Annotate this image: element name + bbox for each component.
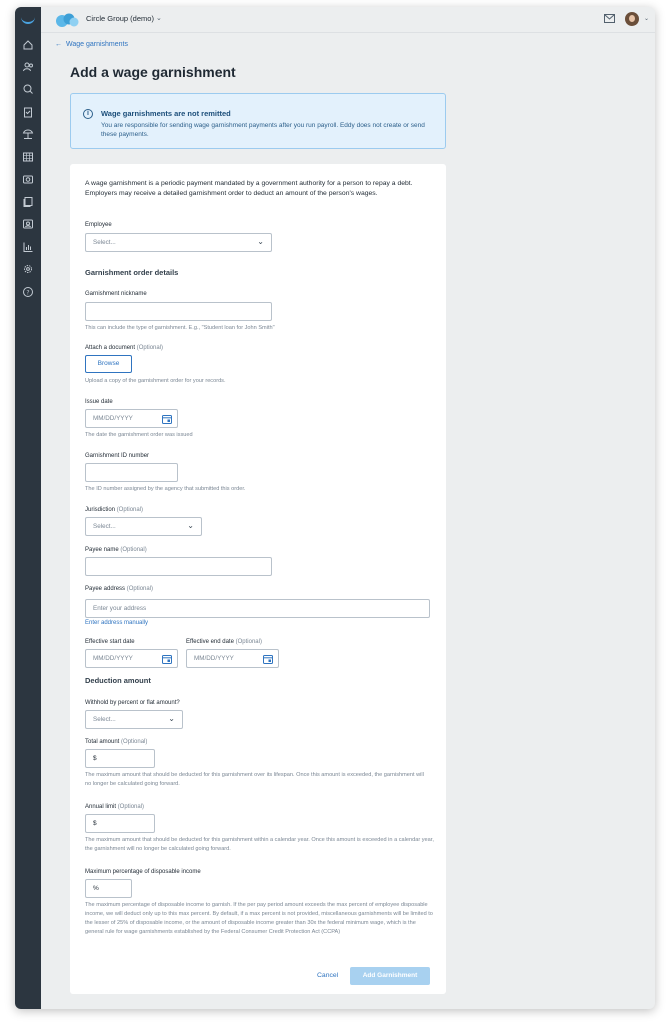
back-link[interactable] <box>55 41 128 48</box>
garnishment-id-input[interactable] <box>85 463 178 482</box>
withhold-label: Withhold by percent or flat amount? <box>85 700 180 706</box>
optional-tag: (Optional) <box>126 586 154 592</box>
help-icon[interactable] <box>22 286 34 298</box>
end-date-input[interactable] <box>186 649 279 668</box>
avatar[interactable] <box>625 12 639 26</box>
jurisdiction-label <box>85 507 143 513</box>
enter-address-manually-link[interactable]: Enter address manually <box>85 620 149 626</box>
chart-icon[interactable] <box>22 241 34 253</box>
withhold-select[interactable] <box>85 710 183 729</box>
withhold-placeholder: Select... <box>93 716 116 723</box>
annual-limit-help: The maximum amount that should be deducted for this garnishment within a calendar year. Once this amount is exceeded in a calendar year, the garnishment will no longer be calculated going forward. <box>85 837 434 852</box>
clipboard-icon[interactable] <box>22 106 34 118</box>
payee-name-input[interactable] <box>85 557 272 576</box>
optional-tag: (Optional) <box>235 639 262 645</box>
currency-prefix: $ <box>93 820 97 827</box>
payee-name-label <box>85 547 147 553</box>
end-date-placeholder: MM/DD/YYYY <box>194 655 234 662</box>
chevron-down-icon: ⌄ <box>187 521 194 530</box>
chevron-down-icon[interactable]: ⌄ <box>643 16 649 22</box>
total-amount-label-text: Total amount <box>85 739 120 745</box>
beach-icon[interactable] <box>22 128 34 140</box>
alert-title: Wage garnishments are not remitted <box>101 109 231 118</box>
gear-icon[interactable] <box>22 263 34 275</box>
max-percent-input[interactable] <box>85 879 132 898</box>
home-icon[interactable] <box>22 39 34 51</box>
end-date-label-text: Effective end date <box>186 639 234 645</box>
nickname-help: This can include the type of garnishment. E.g., "Student loan for John Smith" <box>85 325 275 331</box>
id-card-icon[interactable] <box>22 218 34 230</box>
start-date-label: Effective start date <box>85 639 135 645</box>
svg-text:?: ? <box>26 289 30 297</box>
nickname-input[interactable] <box>85 302 272 321</box>
page-title: Add a wage garnishment <box>70 64 236 80</box>
payee-address-label-text: Payee address <box>85 586 126 592</box>
optional-tag: (Optional) <box>116 507 144 513</box>
app-window <box>15 7 655 1009</box>
end-date-label <box>186 639 262 645</box>
annual-limit-label-text: Annual limit <box>85 804 117 810</box>
jurisdiction-label-text: Jurisdiction <box>85 507 116 513</box>
camera-icon[interactable] <box>22 173 34 185</box>
percent-suffix: % <box>93 885 99 892</box>
payee-address-label <box>85 586 153 592</box>
issue-date-label: Issue date <box>85 399 113 405</box>
arrow-left-icon: ← <box>55 41 62 48</box>
total-amount-label <box>85 739 147 745</box>
start-date-placeholder: MM/DD/YYYY <box>93 655 133 662</box>
total-amount-input[interactable] <box>85 749 155 768</box>
issue-date-input[interactable] <box>85 409 178 428</box>
payee-address-input[interactable] <box>85 599 430 618</box>
app-logo-icon[interactable] <box>21 17 35 24</box>
annual-limit-label <box>85 804 144 810</box>
garnishment-form <box>70 164 446 994</box>
payee-address-placeholder: Enter your address <box>93 605 147 612</box>
chevron-down-icon[interactable]: ⌄ <box>156 15 162 22</box>
people-icon[interactable] <box>22 61 34 73</box>
back-link-label: Wage garnishments <box>66 41 128 48</box>
org-logo-icon <box>55 12 79 28</box>
calendar-icon[interactable] <box>162 654 172 664</box>
form-intro: A wage garnishment is a periodic payment mandated by a government authority for a person to repay a debt. Employers may receive a detailed garnishment order to deduct an amount of the person's wages. <box>85 180 413 197</box>
org-switcher-label[interactable]: Circle Group (demo) <box>86 14 154 23</box>
info-alert <box>70 93 446 149</box>
max-percent-help: The maximum percentage of disposable income to garnish. If the per pay period amount exceeds the max percent of employee disposable income, we will deduct only up to this max percent. By default, if a max percent is not provided, miscellaneous garnishments will be limited to the lesser of 25% of disposable income, or the amount of disposable income greater than 30x the federal minimum wage, which is the general rule for wage garnishments established by the Federal Consumer Credit Protection Act (CCPA) <box>85 902 433 935</box>
browse-button[interactable]: Browse <box>85 355 132 373</box>
optional-tag: (Optional) <box>120 547 147 553</box>
deduction-amount-heading: Deduction amount <box>85 676 151 685</box>
chevron-down-icon: ⌄ <box>257 237 264 246</box>
attach-label <box>85 345 163 351</box>
issue-date-placeholder: MM/DD/YYYY <box>93 415 133 422</box>
jurisdiction-select[interactable] <box>85 517 202 536</box>
employee-placeholder: Select... <box>93 239 116 246</box>
employee-select[interactable] <box>85 233 272 252</box>
currency-prefix: $ <box>93 755 97 762</box>
side-rail <box>15 7 41 1009</box>
documents-icon[interactable] <box>22 196 34 208</box>
attach-help: Upload a copy of the garnishment order for your records. <box>85 378 226 384</box>
optional-tag: (Optional) <box>136 345 164 351</box>
garnishment-id-help: The ID number assigned by the agency that submitted this order. <box>85 486 246 492</box>
nickname-label: Garnishment nickname <box>85 291 147 297</box>
total-amount-help: The maximum amount that should be deducted for this garnishment over its lifespan. Once this amount is exceeded, the garnishment will no longer be calculated going forward. <box>85 772 424 787</box>
annual-limit-input[interactable] <box>85 814 155 833</box>
jurisdiction-placeholder: Select... <box>93 523 116 530</box>
issue-date-help: The date the garnishment order was issued <box>85 432 193 438</box>
order-details-heading: Garnishment order details <box>85 268 179 277</box>
employee-label: Employee <box>85 222 112 228</box>
info-icon: i <box>83 109 93 119</box>
cancel-button[interactable]: Cancel <box>317 972 339 979</box>
start-date-input[interactable] <box>85 649 178 668</box>
grid-icon[interactable] <box>22 151 34 163</box>
max-percent-label: Maximum percentage of disposable income <box>85 869 201 875</box>
payee-name-label-text: Payee name <box>85 547 119 553</box>
search-person-icon[interactable] <box>22 83 34 95</box>
alert-text: You are responsible for sending wage garnishment payments after you run payroll. Eddy does not create or send these payments. <box>101 122 425 138</box>
add-garnishment-button[interactable]: Add Garnishment <box>350 967 430 985</box>
mail-icon[interactable] <box>604 14 615 23</box>
chevron-down-icon: ⌄ <box>168 714 175 723</box>
top-bar <box>41 7 655 33</box>
optional-tag: (Optional) <box>117 804 145 810</box>
optional-tag: (Optional) <box>121 739 148 745</box>
garnishment-id-label: Garnishment ID number <box>85 453 150 459</box>
calendar-icon[interactable] <box>162 414 172 424</box>
calendar-icon[interactable] <box>263 654 273 664</box>
attach-label-text: Attach a document <box>85 345 136 351</box>
